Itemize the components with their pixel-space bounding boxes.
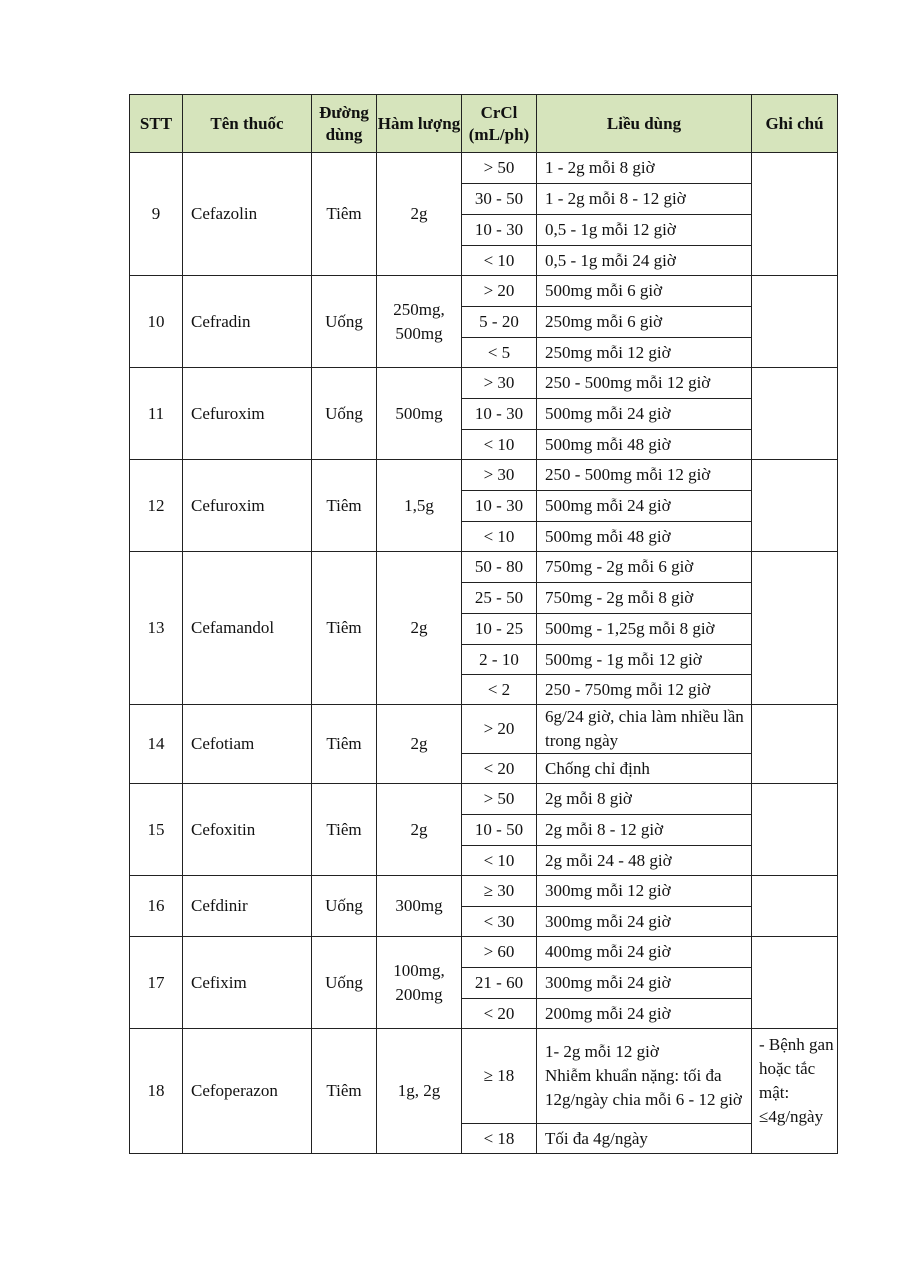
crcl-range: < 10 <box>462 246 537 276</box>
drug-name: Cefotiam <box>183 705 312 784</box>
drug-note: - Bệnh gan hoặc tắc mật: ≤4g/ngày <box>752 1029 838 1154</box>
dose-value: 500mg mỗi 24 giờ <box>537 491 752 522</box>
drug-name: Cefamandol <box>183 552 312 705</box>
header-dose: Liều dùng <box>537 95 752 153</box>
dose-value: 1- 2g mỗi 12 giờ Nhiễm khuẩn nặng: tối đa 12g/ngày chia mỗi 6 - 12 giờ <box>537 1029 752 1124</box>
drug-stt: 11 <box>130 368 183 460</box>
drug-route: Tiêm <box>312 784 377 876</box>
table-row <box>130 705 838 754</box>
dose-value: 300mg mỗi 24 giờ <box>537 968 752 999</box>
drug-route: Uống <box>312 276 377 368</box>
drug-stt: 18 <box>130 1029 183 1154</box>
drug-stt: 12 <box>130 460 183 552</box>
table-row <box>130 876 838 907</box>
drug-stt: 15 <box>130 784 183 876</box>
crcl-range: 21 - 60 <box>462 968 537 999</box>
header-drug-name: Tên thuốc <box>183 95 312 153</box>
drug-strength: 100mg, 200mg <box>377 937 462 1029</box>
crcl-range: 2 - 10 <box>462 645 537 675</box>
crcl-range: < 20 <box>462 754 537 784</box>
drug-strength: 1,5g <box>377 460 462 552</box>
drug-route: Uống <box>312 368 377 460</box>
crcl-range: < 30 <box>462 907 537 937</box>
dose-value: 500mg mỗi 48 giờ <box>537 522 752 552</box>
drug-stt: 13 <box>130 552 183 705</box>
header-row <box>130 95 838 153</box>
drug-strength: 500mg <box>377 368 462 460</box>
table-row <box>130 153 838 184</box>
crcl-range: ≥ 18 <box>462 1029 537 1124</box>
crcl-range: < 10 <box>462 522 537 552</box>
dose-value: Chống chỉ định <box>537 754 752 784</box>
drug-strength: 2g <box>377 705 462 784</box>
header-stt: STT <box>130 95 183 153</box>
table-row <box>130 937 838 968</box>
dose-value: 250 - 500mg mỗi 12 giờ <box>537 460 752 491</box>
crcl-range: 10 - 30 <box>462 491 537 522</box>
drug-strength: 2g <box>377 784 462 876</box>
dose-value: 500mg mỗi 24 giờ <box>537 399 752 430</box>
drug-route: Tiêm <box>312 460 377 552</box>
dose-value: 250mg mỗi 6 giờ <box>537 307 752 338</box>
crcl-range: > 30 <box>462 368 537 399</box>
crcl-range: > 20 <box>462 705 537 754</box>
table-row <box>130 276 838 307</box>
drug-strength: 2g <box>377 552 462 705</box>
crcl-range: 10 - 25 <box>462 614 537 645</box>
header-crcl: CrCl (mL/ph) <box>462 95 537 153</box>
dose-value: 2g mỗi 8 - 12 giờ <box>537 815 752 846</box>
dose-value: 250 - 500mg mỗi 12 giờ <box>537 368 752 399</box>
table-row <box>130 368 838 399</box>
dose-value: 400mg mỗi 24 giờ <box>537 937 752 968</box>
drug-name: Cefixim <box>183 937 312 1029</box>
crcl-range: < 10 <box>462 846 537 876</box>
dose-value: 500mg - 1g mỗi 12 giờ <box>537 645 752 675</box>
dose-value: 750mg - 2g mỗi 6 giờ <box>537 552 752 583</box>
dose-value: 300mg mỗi 24 giờ <box>537 907 752 937</box>
dose-value: 200mg mỗi 24 giờ <box>537 999 752 1029</box>
drug-name: Cefuroxim <box>183 460 312 552</box>
drug-stt: 14 <box>130 705 183 784</box>
drug-name: Cefuroxim <box>183 368 312 460</box>
crcl-range: 5 - 20 <box>462 307 537 338</box>
crcl-range: < 20 <box>462 999 537 1029</box>
crcl-range: > 60 <box>462 937 537 968</box>
crcl-range: ≥ 30 <box>462 876 537 907</box>
crcl-range: < 18 <box>462 1124 537 1154</box>
drug-strength: 300mg <box>377 876 462 937</box>
crcl-range: > 30 <box>462 460 537 491</box>
drug-stt: 16 <box>130 876 183 937</box>
header-strength: Hàm lượng <box>377 95 462 153</box>
dose-value: 0,5 - 1g mỗi 24 giờ <box>537 246 752 276</box>
table-body <box>130 153 838 1154</box>
dosage-table <box>129 94 838 1154</box>
drug-note <box>752 276 838 368</box>
drug-route: Tiêm <box>312 705 377 784</box>
table-row <box>130 460 838 491</box>
dose-value: 6g/24 giờ, chia làm nhiều lần trong ngày <box>537 705 752 754</box>
crcl-range: 30 - 50 <box>462 184 537 215</box>
drug-note <box>752 876 838 937</box>
crcl-range: < 10 <box>462 430 537 460</box>
drug-stt: 10 <box>130 276 183 368</box>
drug-name: Cefoperazon <box>183 1029 312 1154</box>
table-row <box>130 784 838 815</box>
drug-note <box>752 937 838 1029</box>
dose-value: 500mg mỗi 48 giờ <box>537 430 752 460</box>
dose-value: Tối đa 4g/ngày <box>537 1124 752 1154</box>
drug-route: Tiêm <box>312 153 377 276</box>
drug-stt: 17 <box>130 937 183 1029</box>
drug-name: Cefradin <box>183 276 312 368</box>
crcl-range: < 5 <box>462 338 537 368</box>
dose-value: 300mg mỗi 12 giờ <box>537 876 752 907</box>
drug-note <box>752 460 838 552</box>
drug-note <box>752 153 838 276</box>
drug-name: Cefazolin <box>183 153 312 276</box>
drug-route: Tiêm <box>312 552 377 705</box>
header-route: Đường dùng <box>312 95 377 153</box>
drug-note <box>752 368 838 460</box>
drug-stt: 9 <box>130 153 183 276</box>
dose-value: 2g mỗi 8 giờ <box>537 784 752 815</box>
dose-value: 1 - 2g mỗi 8 giờ <box>537 153 752 184</box>
dose-value: 500mg - 1,25g mỗi 8 giờ <box>537 614 752 645</box>
crcl-range: < 2 <box>462 675 537 705</box>
crcl-range: 10 - 30 <box>462 215 537 246</box>
drug-strength: 2g <box>377 153 462 276</box>
dose-value: 750mg - 2g mỗi 8 giờ <box>537 583 752 614</box>
crcl-range: > 20 <box>462 276 537 307</box>
dose-value: 1 - 2g mỗi 8 - 12 giờ <box>537 184 752 215</box>
drug-route: Tiêm <box>312 1029 377 1154</box>
table-row <box>130 1029 838 1124</box>
crcl-range: 10 - 50 <box>462 815 537 846</box>
drug-strength: 250mg, 500mg <box>377 276 462 368</box>
drug-strength: 1g, 2g <box>377 1029 462 1154</box>
table-row <box>130 552 838 583</box>
drug-name: Cefdinir <box>183 876 312 937</box>
crcl-range: > 50 <box>462 784 537 815</box>
drug-route: Uống <box>312 876 377 937</box>
crcl-range: 25 - 50 <box>462 583 537 614</box>
header-note: Ghi chú <box>752 95 838 153</box>
drug-note <box>752 784 838 876</box>
dose-value: 2g mỗi 24 - 48 giờ <box>537 846 752 876</box>
crcl-range: > 50 <box>462 153 537 184</box>
drug-note <box>752 552 838 705</box>
dose-value: 250 - 750mg mỗi 12 giờ <box>537 675 752 705</box>
crcl-range: 50 - 80 <box>462 552 537 583</box>
crcl-range: 10 - 30 <box>462 399 537 430</box>
drug-name: Cefoxitin <box>183 784 312 876</box>
drug-route: Uống <box>312 937 377 1029</box>
dose-value: 250mg mỗi 12 giờ <box>537 338 752 368</box>
drug-note <box>752 705 838 784</box>
dose-value: 0,5 - 1g mỗi 12 giờ <box>537 215 752 246</box>
dose-value: 500mg mỗi 6 giờ <box>537 276 752 307</box>
